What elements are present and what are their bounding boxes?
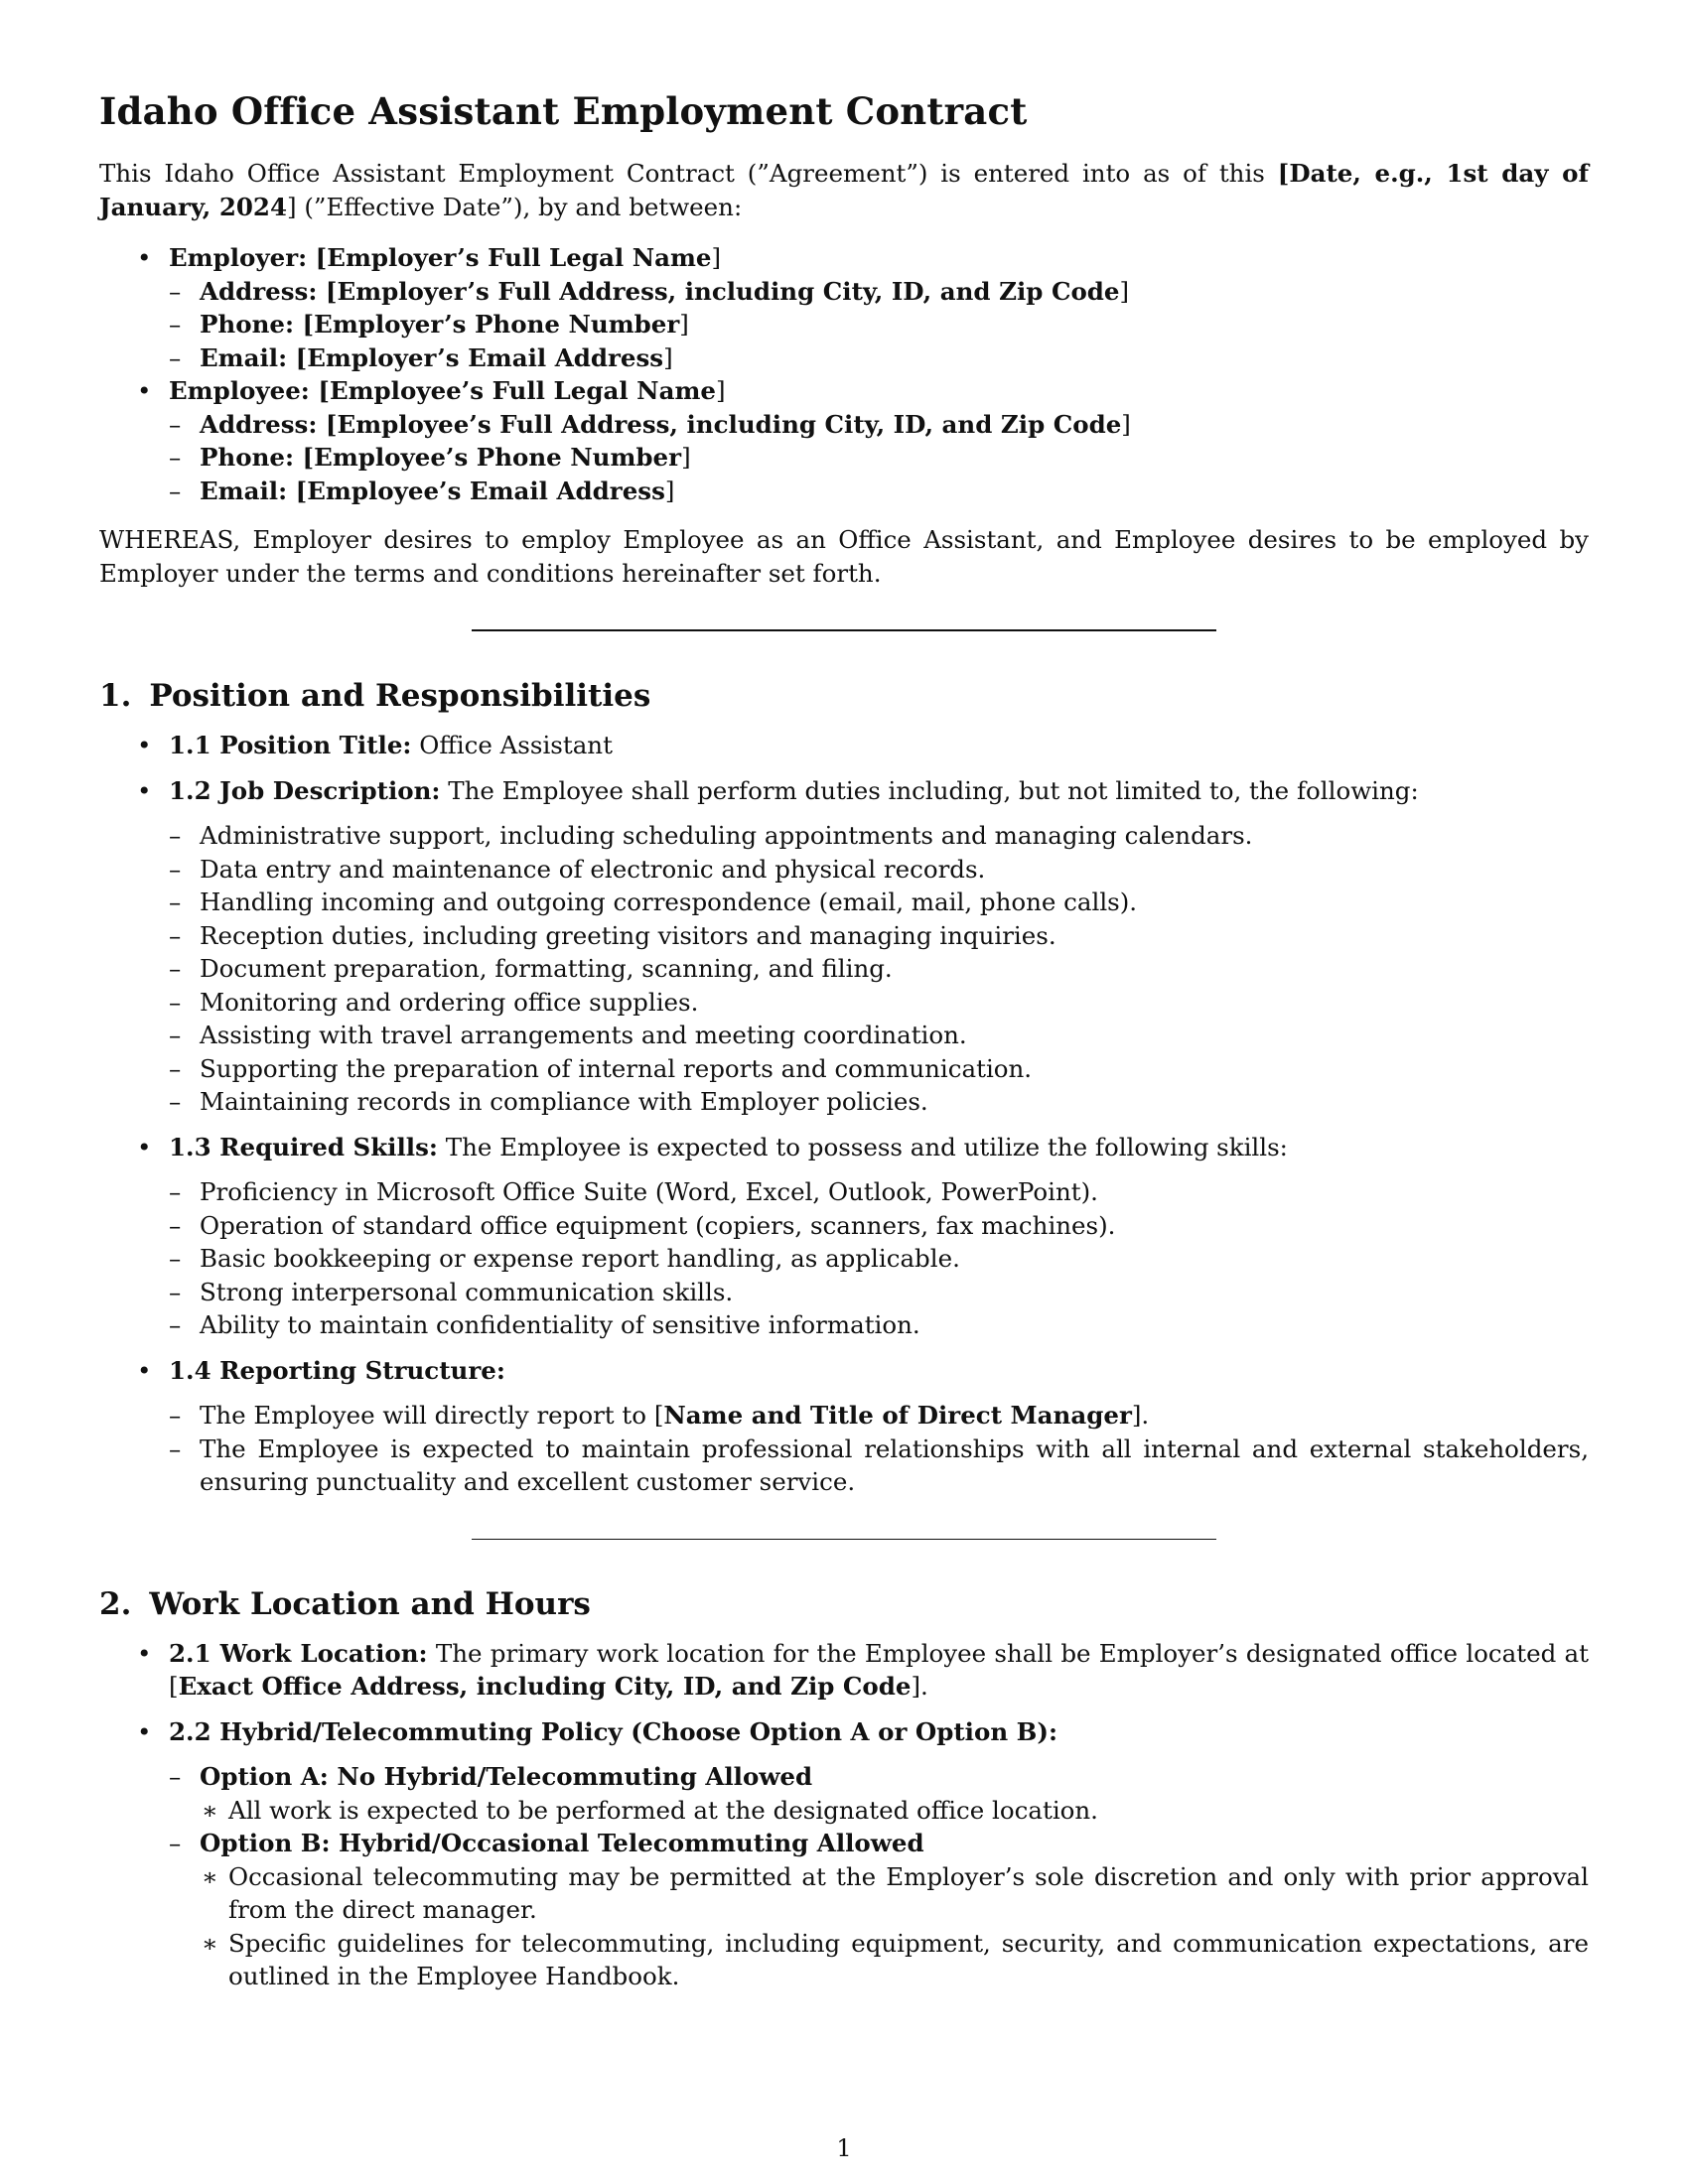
text: ].	[911, 1672, 928, 1701]
employee-address	[169, 408, 1589, 442]
position-title-item	[99, 729, 1589, 762]
list-item: – Document preparation, formatting, scanning, and filing.	[169, 952, 1589, 986]
bracket: ]	[1121, 409, 1131, 439]
clause-label: 1.3 Required Skills:	[169, 1132, 438, 1161]
hybrid-options-list	[169, 1760, 1589, 1993]
bracket: ]	[1119, 276, 1130, 306]
bracket: ]	[663, 342, 673, 372]
employee-phone	[169, 441, 1589, 475]
employer-email	[169, 341, 1589, 375]
employer-phone-label: Phone: [Employer’s Phone Number	[200, 310, 680, 339]
position-title-value: Office Assistant	[419, 731, 613, 759]
employee-address-label: Address: [Employee’s Full Address, including City, ID, and Zip Code	[200, 409, 1122, 439]
list-item: – The Employee is expected to maintain professional relationships with all internal and external stakeholders, ensuring punctuality and excellent customer service.	[169, 1433, 1589, 1499]
list-item: – Basic bookkeeping or expense report handling, as applicable.	[169, 1242, 1589, 1276]
bracket: ]	[711, 243, 722, 272]
skills-list	[169, 1175, 1589, 1342]
parties-list	[99, 241, 1589, 507]
bracket: ]	[715, 376, 726, 405]
job-duties-list	[169, 819, 1589, 1119]
party-employee	[99, 374, 1589, 507]
list-item: – Administrative support, including scheduling appointments and managing calendars.	[169, 819, 1589, 853]
work-location-item	[99, 1637, 1589, 1704]
party-employer	[99, 241, 1589, 374]
list-item	[169, 1399, 1589, 1433]
clause-label: 1.2 Job Description:	[169, 775, 441, 805]
intro-paragraph	[99, 157, 1589, 223]
section-title: Position and Responsibilities	[149, 678, 651, 714]
page-number: 1	[836, 2134, 852, 2162]
bracket: ]	[679, 310, 689, 339]
employer-address	[169, 275, 1589, 309]
document-body	[99, 89, 1589, 1993]
list-item: – Handling incoming and outgoing correspondence (email, mail, phone calls).	[169, 886, 1589, 919]
option-b	[169, 1827, 1589, 1993]
bracket: ]	[681, 443, 691, 472]
date-placeholder: [Date, e.g., 1st day of January, 2024	[99, 159, 1589, 221]
section-2-heading	[99, 1585, 1589, 1623]
section-1-heading	[99, 677, 1589, 715]
employee-details	[169, 408, 1589, 508]
employer-email-label: Email: [Employer’s Email Address	[200, 342, 664, 372]
employee-email	[169, 475, 1589, 508]
section-divider	[472, 1539, 1216, 1540]
list-item: – Supporting the preparation of internal reports and communication.	[169, 1052, 1589, 1086]
clause-text: The Employee shall perform duties including, but not limited to, the following:	[448, 775, 1419, 805]
list-item: – Maintaining records in compliance with Employer policies.	[169, 1085, 1589, 1119]
clause-text: The primary work location for the Employee shall be Employer’s designated office located at [	[169, 1638, 1590, 1701]
list-item: – Monitoring and ordering office supplies.	[169, 986, 1589, 1020]
employee-phone-label: Phone: [Employee’s Phone Number	[200, 443, 682, 472]
option-label: Option B: Hybrid/Occasional Telecommuting Allowed	[200, 1829, 924, 1857]
bracket: ]	[664, 476, 675, 505]
section-number: 2.	[99, 1585, 132, 1622]
list-item: ∗ All work is expected to be performed at the designated office location.	[200, 1794, 1589, 1828]
section-2-list	[99, 1637, 1589, 1993]
clause-label: 2.2 Hybrid/Telecommuting Policy (Choose Option A or Option B):	[169, 1716, 1058, 1746]
employer-name-field: Employer: [Employer’s Full Legal Name	[169, 243, 712, 272]
option-b-details	[200, 1860, 1589, 1993]
clause-label: 1.4 Reporting Structure:	[169, 1355, 505, 1385]
list-item: – Ability to maintain confidentiality of sensitive information.	[169, 1308, 1589, 1342]
section-number: 1.	[99, 678, 132, 714]
manager-placeholder: Name and Title of Direct Manager	[663, 1401, 1132, 1430]
required-skills-item	[99, 1131, 1589, 1342]
list-item: ∗ Occasional telecommuting may be permitted at the Employer’s sole discretion and only with prior approval from the direct manager.	[200, 1860, 1589, 1927]
employer-details	[169, 275, 1589, 375]
section-divider	[472, 629, 1216, 631]
hybrid-policy-item	[99, 1715, 1589, 1993]
list-item: – Operation of standard office equipment (copiers, scanners, fax machines).	[169, 1209, 1589, 1243]
whereas-paragraph: WHEREAS, Employer desires to employ Employee as an Office Assistant, and Employee desires to be employed by Employer under the terms and conditions hereinafter set forth.	[99, 525, 1589, 588]
office-address-placeholder: Exact Office Address, including City, ID, and Zip Code	[178, 1672, 912, 1701]
list-item: – Strong interpersonal communication skills.	[169, 1276, 1589, 1309]
clause-label: 1.1 Position Title:	[169, 731, 412, 759]
list-item: ∗ Specific guidelines for telecommuting, including equipment, security, and communication expectations, are outlined in the Employee Handbook.	[200, 1927, 1589, 1993]
intro-text: This Idaho Office Assistant Employment Contract (”Agreement”) is entered into as of this	[99, 159, 1278, 188]
employee-email-label: Email: [Employee’s Email Address	[200, 476, 665, 505]
section-1-list	[99, 729, 1589, 1499]
job-description-item	[99, 774, 1589, 1119]
list-item: – Proficiency in Microsoft Office Suite (Word, Excel, Outlook, PowerPoint).	[169, 1175, 1589, 1209]
section-title: Work Location and Hours	[149, 1585, 591, 1622]
employer-address-label: Address: [Employer’s Full Address, including City, ID, and Zip Code	[200, 276, 1120, 306]
option-a-details	[200, 1794, 1589, 1828]
option-label: Option A: No Hybrid/Telecommuting Allowed	[200, 1762, 813, 1791]
employee-name-field: Employee: [Employee’s Full Legal Name	[169, 376, 716, 405]
list-item: – Assisting with travel arrangements and meeting coordination.	[169, 1019, 1589, 1052]
employer-phone	[169, 308, 1589, 341]
list-item: – Data entry and maintenance of electronic and physical records.	[169, 853, 1589, 887]
document-title: Idaho Office Assistant Employment Contract	[99, 89, 1028, 133]
reporting-structure-item	[99, 1354, 1589, 1499]
text: The Employee will directly report to [	[200, 1401, 664, 1430]
clause-text: The Employee is expected to possess and utilize the following skills:	[445, 1132, 1288, 1161]
intro-text-end: ] (”Effective Date”), by and between:	[287, 192, 743, 221]
text: ].	[1131, 1401, 1150, 1430]
reporting-list	[169, 1399, 1589, 1499]
option-a	[169, 1760, 1589, 1827]
clause-label: 2.1 Work Location:	[169, 1638, 428, 1668]
list-item: – Reception duties, including greeting visitors and managing inquiries.	[169, 919, 1589, 953]
